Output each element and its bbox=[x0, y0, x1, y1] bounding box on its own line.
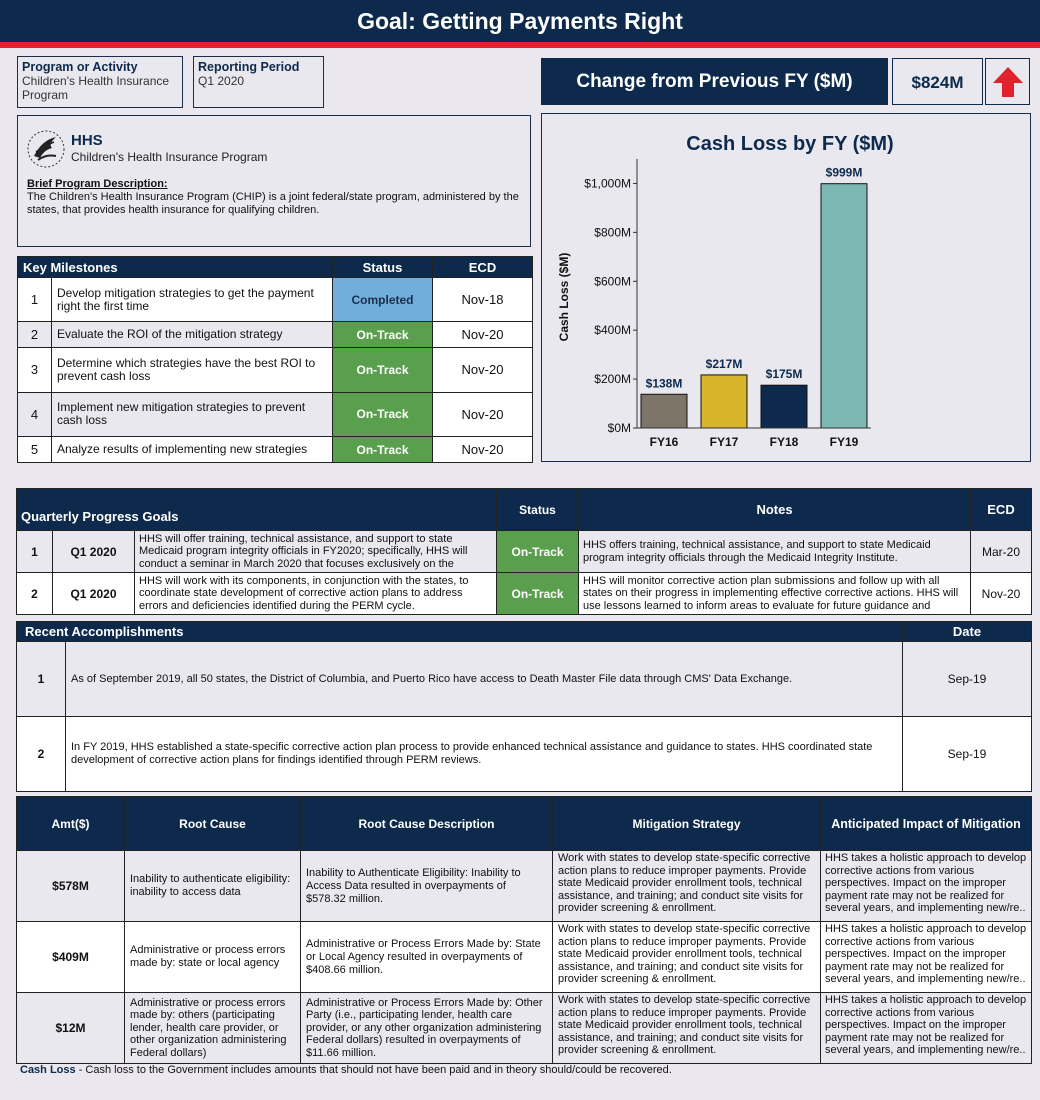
chart-x-tick-label: FY17 bbox=[709, 435, 739, 449]
table-row bbox=[17, 573, 1032, 615]
milestone-text: Analyze results of implementing new strategies bbox=[52, 437, 333, 463]
period-box bbox=[193, 56, 324, 108]
quarterly-header-notes: Notes bbox=[579, 489, 971, 531]
status-badge: On-Track bbox=[333, 322, 433, 348]
accomplishment-text: As of September 2019, all 50 states, the District of Columbia, and Puerto Rico have access to Death Master File data through CMS' Data Exchange. bbox=[66, 642, 903, 717]
period-value: Q1 2020 bbox=[198, 74, 245, 88]
footnote-term: Cash Loss bbox=[20, 1064, 76, 1076]
quarterly-goal: HHS will work with its components, in conjunction with the states, to coordinate state development of corrective action plans to address errors and deficiencies identified during the PERM cycle. bbox=[135, 573, 497, 615]
root-strategy: Work with states to develop state-specific corrective action plans to reduce improper payments. Provide state Medicaid provider enrollment tools, technical assistance, and training; and conduct site visits for provider screening & enrollment. bbox=[553, 851, 821, 922]
quarterly-quarter: Q1 2020 bbox=[53, 573, 135, 615]
table-row bbox=[17, 717, 1032, 792]
accomplishment-text: In FY 2019, HHS established a state-specific corrective action plan process to provide enhanced technical assistance and guidance to states. HHS coordinated state development of corrective action plans for findings identified through PERM reviews. bbox=[66, 717, 903, 792]
chart-y-tick-label: $200M bbox=[594, 372, 631, 387]
milestone-ecd: Nov-20 bbox=[433, 437, 533, 463]
milestone-num: 1 bbox=[18, 278, 52, 322]
root-impact-text: HHS takes a holistic approach to develop corrective actions from various perspectives. Impact on the improper payment rate may not be realized for several years, and implementing new/re.. bbox=[825, 994, 1027, 1056]
root-impact-text: HHS takes a holistic approach to develop corrective actions from various perspectives. Impact on the improper payment rate may not be realized for several years, and implementing new/re.. bbox=[825, 923, 1027, 985]
chart-y-axis-label: Cash Loss ($M) bbox=[557, 252, 571, 342]
program-label: Program or Activity bbox=[22, 60, 138, 74]
table-row bbox=[17, 922, 1032, 993]
title-accent-stripe bbox=[0, 42, 1040, 48]
footnote bbox=[20, 1064, 672, 1076]
arrow-up-icon bbox=[986, 59, 1031, 106]
page-title: Goal: Getting Payments Right bbox=[0, 0, 1040, 42]
footnote-text: - Cash loss to the Government includes amounts that should not have been paid and in theory should/could be recovered. bbox=[75, 1064, 672, 1076]
program-value: Children's Health Insurance Program bbox=[22, 74, 170, 102]
quarterly-notes bbox=[579, 573, 971, 615]
quarterly-ecd: Mar-20 bbox=[971, 531, 1032, 573]
status-badge: On-Track bbox=[497, 573, 579, 615]
milestone-text: Develop mitigation strategies to get the payment right the first time bbox=[52, 278, 333, 322]
chart-y-tick-label: $600M bbox=[594, 274, 631, 289]
root-impact bbox=[821, 851, 1032, 922]
chart-data-label: $175M bbox=[765, 367, 803, 382]
root-impact bbox=[821, 922, 1032, 993]
change-value: $824M bbox=[892, 58, 983, 105]
quarterly-goals-table bbox=[16, 488, 1031, 615]
accomplishment-num: 2 bbox=[17, 717, 66, 792]
quarterly-notes-text: HHS will monitor corrective action plan submissions and follow up with all states on their progress in implementing effective corrective actions. HHS will use lessons learned to inform areas to evaluate for future guidance and bbox=[583, 574, 959, 612]
chart-data-label: $217M bbox=[705, 356, 743, 371]
chart-bar bbox=[701, 375, 747, 428]
chart-x-tick-label: FY16 bbox=[649, 435, 679, 449]
chart-title: Cash Loss by FY ($M) bbox=[686, 133, 894, 155]
cash-loss-chart-svg bbox=[542, 114, 1030, 461]
root-impact bbox=[821, 993, 1032, 1064]
status-badge: On-Track bbox=[333, 392, 433, 436]
agency-program-name: Children's Health Insurance Program bbox=[71, 150, 268, 164]
root-amt: $409M bbox=[17, 922, 125, 993]
chart-data-label: $999M bbox=[825, 165, 863, 180]
table-row bbox=[17, 642, 1032, 717]
quarterly-ecd: Nov-20 bbox=[971, 573, 1032, 615]
accomplishment-date: Sep-19 bbox=[903, 642, 1032, 717]
milestone-ecd: Nov-20 bbox=[433, 392, 533, 436]
accomplishment-num: 1 bbox=[17, 642, 66, 717]
status-badge: On-Track bbox=[333, 437, 433, 463]
milestone-num: 2 bbox=[18, 322, 52, 348]
accomplishments-table bbox=[16, 621, 1031, 791]
milestone-num: 4 bbox=[18, 392, 52, 436]
milestones-header-status: Status bbox=[333, 257, 433, 278]
milestone-num: 3 bbox=[18, 348, 52, 392]
root-impact-text: HHS takes a holistic approach to develop corrective actions from various perspectives. Impact on the improper payment rate may not be realized for several years, and implementing new/re.. bbox=[825, 852, 1027, 914]
status-badge: Completed bbox=[333, 278, 433, 322]
period-label: Reporting Period bbox=[198, 60, 300, 74]
table-row bbox=[17, 993, 1032, 1064]
accomplishment-date: Sep-19 bbox=[903, 717, 1032, 792]
hhs-eagle-logo-icon bbox=[26, 128, 66, 170]
chart-x-tick-label: FY18 bbox=[769, 435, 799, 449]
root-header-impact: Anticipated Impact of Mitigation bbox=[821, 797, 1032, 851]
milestone-ecd: Nov-20 bbox=[433, 322, 533, 348]
chart-bar bbox=[821, 184, 867, 428]
agency-abbr: HHS bbox=[71, 132, 103, 149]
chart-y-tick-label: $0M bbox=[607, 421, 631, 435]
quarterly-header-status: Status bbox=[497, 489, 579, 531]
milestones-header-ecd: ECD bbox=[433, 257, 533, 278]
root-header-amt: Amt($) bbox=[17, 797, 125, 851]
chart-x-tick-label: FY19 bbox=[829, 435, 859, 449]
root-header-strategy: Mitigation Strategy bbox=[553, 797, 821, 851]
root-strategy: Work with states to develop state-specific corrective action plans to reduce improper payments. Provide state Medicaid provider enrollment tools, technical assistance, and training; and conduct site visits for provider screening & enrollment. bbox=[553, 922, 821, 993]
root-strategy: Work with states to develop state-specific corrective action plans to reduce improper payments. Provide state Medicaid provider enrollment tools, technical assistance, and training; and conduct site visits for provider screening & enrollment. bbox=[553, 993, 821, 1064]
table-row bbox=[18, 322, 533, 348]
table-row bbox=[18, 278, 533, 322]
root-cause: Inability to authenticate eligibility: inability to access data bbox=[125, 851, 301, 922]
quarterly-header-title: Quarterly Progress Goals bbox=[17, 489, 497, 531]
status-badge: On-Track bbox=[333, 348, 433, 392]
program-box bbox=[17, 56, 183, 108]
table-row bbox=[17, 851, 1032, 922]
cash-loss-chart bbox=[541, 113, 1031, 462]
root-desc: Administrative or Process Errors Made by: Other Party (i.e., participating lender, health care provider, or any other organization administering Federal dollars) resulted in overpayments of $11.66 million. bbox=[301, 993, 553, 1064]
chart-y-tick-label: $400M bbox=[594, 323, 631, 338]
root-header-desc: Root Cause Description bbox=[301, 797, 553, 851]
chart-data-label: $138M bbox=[645, 376, 683, 391]
chart-bar bbox=[761, 385, 807, 428]
root-amt: $12M bbox=[17, 993, 125, 1064]
change-label: Change from Previous FY ($M) bbox=[541, 58, 888, 105]
description-text: The Children's Health Insurance Program (CHIP) is a joint federal/state program, administered by the states, that provides health insurance for qualifying children. bbox=[27, 191, 519, 216]
chart-bar bbox=[641, 394, 687, 428]
milestone-text: Implement new mitigation strategies to prevent cash loss bbox=[52, 392, 333, 436]
root-cause-table bbox=[16, 796, 1031, 1064]
status-badge: On-Track bbox=[497, 531, 579, 573]
quarterly-notes: HHS offers training, technical assistance, and support to state Medicaid program integrity officials through the Medicaid Integrity Institute. bbox=[579, 531, 971, 573]
description-heading: Brief Program Description: bbox=[27, 178, 168, 190]
quarterly-goal bbox=[135, 531, 497, 573]
program-description-box bbox=[17, 115, 531, 247]
key-milestones-table bbox=[17, 256, 532, 463]
root-desc: Administrative or Process Errors Made by: State or Local Agency resulted in overpayments of $408.66 million. bbox=[301, 922, 553, 993]
milestones-header-title: Key Milestones bbox=[18, 257, 333, 278]
change-arrow-box bbox=[985, 58, 1030, 105]
table-row bbox=[18, 348, 533, 392]
quarterly-header-ecd: ECD bbox=[971, 489, 1032, 531]
root-header-cause: Root Cause bbox=[125, 797, 301, 851]
accomplishments-header-date: Date bbox=[903, 622, 1032, 642]
root-cause: Administrative or process errors made by: state or local agency bbox=[125, 922, 301, 993]
root-cause: Administrative or process errors made by: others (participating lender, health care provider, or other organization administering Federal dollars) bbox=[125, 993, 301, 1064]
milestone-num: 5 bbox=[18, 437, 52, 463]
quarterly-num: 2 bbox=[17, 573, 53, 615]
milestone-ecd: Nov-20 bbox=[433, 348, 533, 392]
milestone-text: Determine which strategies have the best ROI to prevent cash loss bbox=[52, 348, 333, 392]
accomplishments-header-title: Recent Accomplishments bbox=[17, 622, 903, 642]
table-row bbox=[18, 392, 533, 436]
root-desc: Inability to Authenticate Eligibility: Inability to Access Data resulted in overpayments of $578.32 million. bbox=[301, 851, 553, 922]
table-row bbox=[17, 531, 1032, 573]
quarterly-num: 1 bbox=[17, 531, 53, 573]
quarterly-goal-text: HHS will offer training, technical assistance, and support to state Medicaid program integrity officials in FY2020; specifically, HHS will conduct a seminar in March 2020 that focuses exclusively on the bbox=[139, 532, 468, 570]
milestone-ecd: Nov-18 bbox=[433, 278, 533, 322]
milestone-text: Evaluate the ROI of the mitigation strategy bbox=[52, 322, 333, 348]
quarterly-quarter: Q1 2020 bbox=[53, 531, 135, 573]
root-amt: $578M bbox=[17, 851, 125, 922]
chart-y-tick-label: $1,000M bbox=[584, 176, 631, 191]
chart-y-tick-label: $800M bbox=[594, 225, 631, 240]
table-row bbox=[18, 437, 533, 463]
